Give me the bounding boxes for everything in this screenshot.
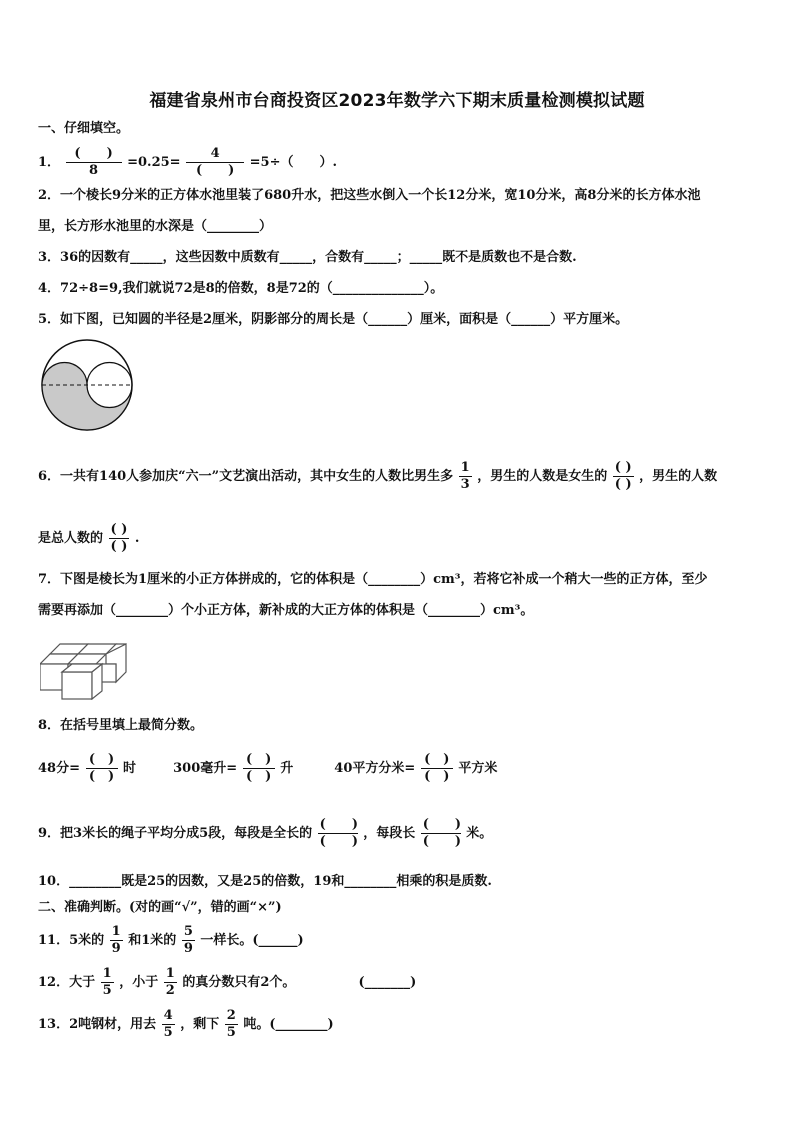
- fraction-denominator: 9: [111, 941, 121, 956]
- question-11-middle: 和1米的: [128, 933, 177, 948]
- fraction-denominator: 5: [102, 983, 112, 998]
- question-6-text-e: .: [134, 531, 140, 546]
- fraction-denominator: 8: [89, 163, 99, 178]
- question-6-fraction-one-third: [459, 460, 472, 493]
- question-11-prefix: 11．5米的: [38, 933, 105, 948]
- fraction-numerator: ( ): [422, 817, 462, 832]
- question-6-text-b: ，男生的人数是女生的: [477, 469, 608, 484]
- question-8: 8．在括号里填上最简分数。: [38, 718, 204, 733]
- fraction-numerator: ( ): [319, 817, 358, 832]
- fraction-numerator: ( ): [66, 146, 122, 163]
- question-3: 3．36的因数有_____，这些因数中质数有_____，合数有_____；_____既不是质数也不是合数.: [38, 250, 577, 265]
- question-12-answer-paren: (_______): [358, 975, 417, 990]
- section-heading-fill-in: 一、仔细填空。: [38, 121, 130, 136]
- question-1: [38, 146, 337, 179]
- question-6-text-c: ，男生的人数: [639, 469, 718, 484]
- fraction-numerator: ( ): [421, 752, 453, 769]
- question-8-item-c-prefix: 40平方分米=: [334, 761, 416, 776]
- fraction-denominator: 3: [460, 477, 470, 492]
- question-12: [38, 966, 416, 999]
- question-11-fraction-2: [182, 924, 195, 957]
- question-6-line-2: [38, 522, 139, 555]
- question-10: 10．________既是25的因数，又是25的倍数，19和________相乘的积是质数.: [38, 874, 492, 889]
- question-9-suffix: 米。: [466, 826, 493, 841]
- question-11-suffix: 一样长。(______): [200, 933, 304, 948]
- question-6-line-1: [38, 460, 717, 493]
- fraction-denominator: 9: [183, 941, 193, 956]
- fraction-denominator: 5: [163, 1025, 173, 1040]
- fraction-denominator: ( ): [246, 769, 272, 784]
- question-4: 4．72÷8=9,我们就说72是8的倍数，8是72的（______________）。: [38, 281, 444, 296]
- question-12-fraction-2: [164, 966, 177, 999]
- question-12-fraction-1: [101, 966, 114, 999]
- fraction-numerator: 5: [183, 924, 193, 939]
- question-2-line-2: 里，长方形水池里的水深是（________）: [38, 219, 273, 234]
- question-9-middle: ，每段长: [363, 826, 416, 841]
- question-6-text-d: 是总人数的: [38, 531, 104, 546]
- question-12-prefix: 12．大于: [38, 975, 96, 990]
- question-1-middle: =0.25=: [127, 155, 181, 170]
- question-12-middle: ，小于: [119, 975, 159, 990]
- section-heading-true-false: 二、准确判断。(对的画“√”，错的画“×”): [38, 900, 282, 915]
- question-13-fraction-1: [162, 1008, 175, 1041]
- question-8-item-a-prefix: 48分=: [38, 761, 80, 776]
- question-6-answer-fraction-2: [109, 522, 130, 555]
- question-7-line-1: 7．下图是棱长为1厘米的小正方体拼成的，它的体积是（________）cm³，若将它补成一个稍大一些的正方体，至少: [38, 572, 708, 587]
- fraction-numerator: 4: [163, 1008, 173, 1023]
- fraction-denominator: 2: [165, 983, 175, 998]
- question-7-line-2: 需要再添加（________）个小正方体，新补成的大正方体的体积是（________）cm³。: [38, 603, 534, 618]
- question-1-number: 1．: [38, 155, 61, 170]
- question-1-tail: =5÷（ ）.: [249, 155, 337, 170]
- circle-shaded-figure: [36, 338, 140, 434]
- fraction-numerator: 2: [226, 1008, 236, 1023]
- fraction-denominator: ( ): [319, 834, 358, 849]
- fraction-numerator: 4: [186, 146, 244, 163]
- fraction-denominator: ( ): [195, 163, 235, 178]
- fraction-numerator: ( ): [86, 752, 118, 769]
- question-8-item-c-unit: 平方米: [458, 761, 498, 776]
- question-13-suffix: 吨。(________): [243, 1017, 334, 1032]
- question-11: [38, 924, 304, 957]
- fraction-numerator: ( ): [110, 522, 128, 537]
- fraction-denominator: ( ): [424, 769, 450, 784]
- question-8-items: [38, 752, 497, 785]
- fraction-numerator: 1: [460, 460, 470, 475]
- question-8-item-b-unit: 升: [280, 761, 294, 776]
- fraction-denominator: ( ): [422, 834, 462, 849]
- question-6-text-a: 6．一共有140人参加庆“六一”文艺演出活动，其中女生的人数比男生多: [38, 469, 454, 484]
- fraction-numerator: 1: [165, 966, 175, 981]
- question-13-fraction-2: [225, 1008, 238, 1041]
- question-13: [38, 1008, 334, 1041]
- page-title: 福建省泉州市台商投资区2023年数学六下期末质量检测模拟试题: [149, 91, 645, 111]
- question-12-suffix: 的真分数只有2个。: [182, 975, 296, 990]
- question-8-item-b-prefix: 300毫升=: [173, 761, 238, 776]
- question-1-fraction-b: [186, 146, 244, 179]
- fraction-denominator: 5: [226, 1025, 236, 1040]
- fraction-numerator: ( ): [243, 752, 275, 769]
- question-13-prefix: 13．2吨钢材，用去: [38, 1017, 157, 1032]
- fraction-denominator: ( ): [88, 769, 115, 784]
- question-9-answer-fraction-1: [318, 817, 358, 850]
- question-11-fraction-1: [110, 924, 123, 957]
- question-1-fraction-a: [66, 146, 122, 179]
- fraction-numerator: ( ): [614, 460, 632, 475]
- question-2-line-1: 2．一个棱长9分米的正方体水池里装了680升水，把这些水倒入一个长12分米，宽10分米，高8分米的长方体水池: [38, 188, 701, 203]
- question-8-answer-c: [421, 752, 453, 785]
- fraction-numerator: 1: [102, 966, 112, 981]
- cube-stack-figure: [40, 638, 132, 700]
- question-6-answer-fraction-1: [613, 460, 634, 493]
- question-8-answer-a: [86, 752, 118, 785]
- question-13-middle: ，剩下: [180, 1017, 220, 1032]
- fraction-denominator: ( ): [110, 539, 128, 554]
- question-9-answer-fraction-2: [421, 817, 461, 850]
- fraction-denominator: ( ): [614, 477, 632, 492]
- question-8-answer-b: [243, 752, 275, 785]
- question-8-item-a-unit: 时: [123, 761, 137, 776]
- question-9: [38, 817, 492, 850]
- question-5: 5．如下图，已知圆的半径是2厘米，阴影部分的周长是（______）厘米，面积是（______）平方厘米。: [38, 312, 629, 327]
- question-9-prefix: 9．把3米长的绳子平均分成5段，每段是全长的: [38, 826, 313, 841]
- fraction-numerator: 1: [111, 924, 121, 939]
